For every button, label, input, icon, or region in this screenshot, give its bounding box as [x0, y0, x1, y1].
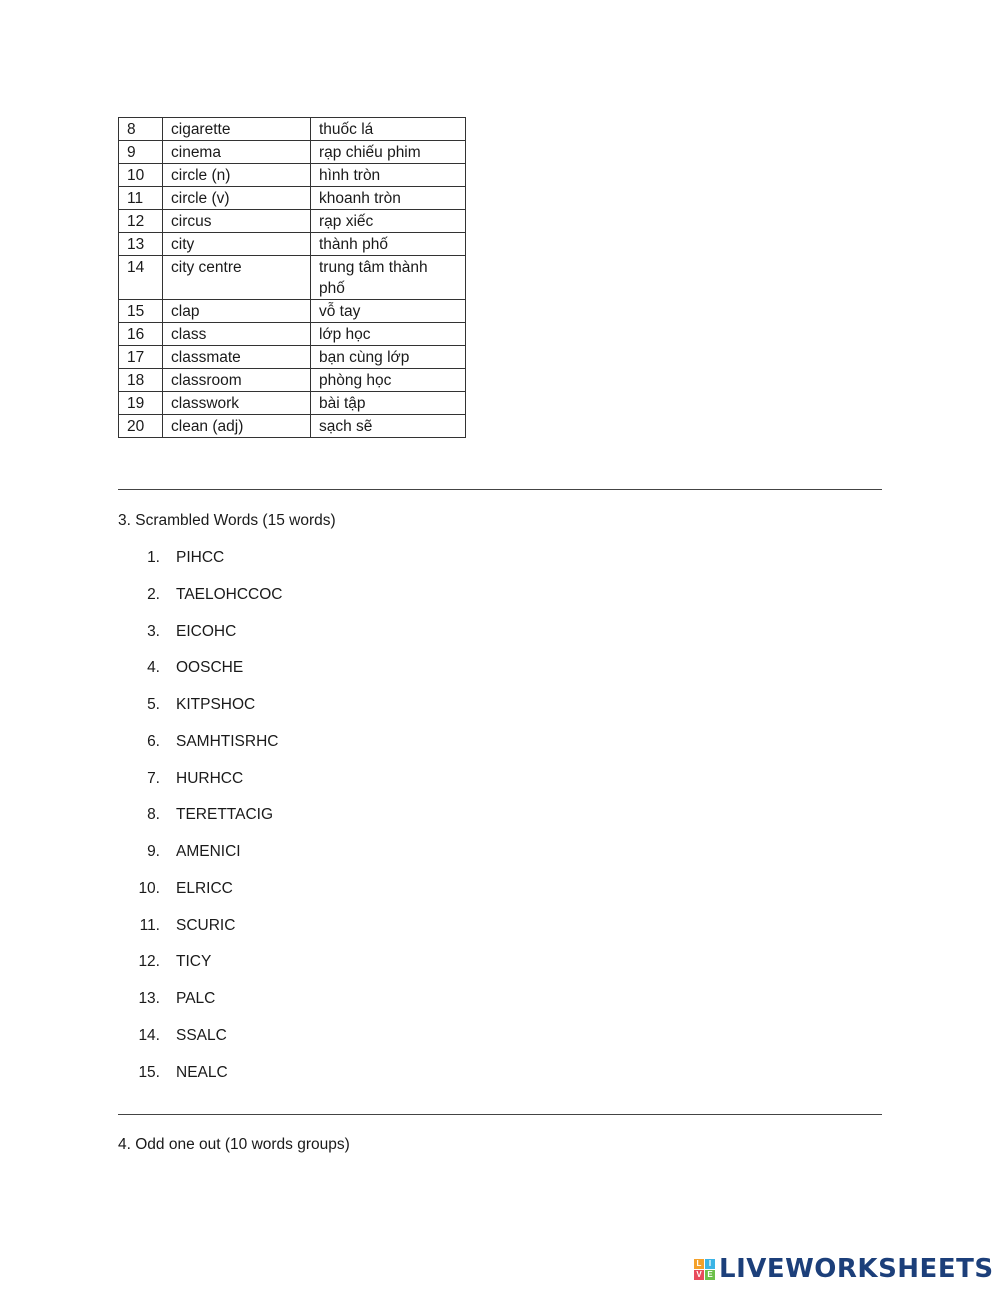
scrambled-word: SCURIC	[176, 916, 236, 934]
english-word: class	[163, 323, 311, 346]
item-number: 4.	[147, 659, 160, 677]
table-row	[119, 187, 466, 210]
scrambled-word: HURHCC	[176, 769, 244, 787]
vietnamese-meaning: khoanh tròn	[311, 187, 466, 210]
row-number: 15	[119, 300, 163, 323]
scrambled-word: SAMHTISRHC	[176, 732, 279, 750]
table-row	[119, 346, 466, 369]
vietnamese-meaning: thuốc lá	[311, 118, 466, 141]
table-row	[119, 256, 466, 300]
item-number: 6.	[147, 732, 160, 750]
english-word: cigarette	[163, 118, 311, 141]
table-row	[119, 164, 466, 187]
scrambled-word: EICOHC	[176, 622, 237, 640]
scrambled-word: TAELOHCCOC	[176, 585, 283, 603]
vietnamese-meaning: lớp học	[311, 323, 466, 346]
item-number: 12.	[138, 953, 160, 971]
scrambled-word: PIHCC	[176, 549, 225, 566]
row-number: 13	[119, 233, 163, 256]
row-number: 16	[119, 323, 163, 346]
vietnamese-meaning: bài tập	[311, 392, 466, 415]
row-number: 19	[119, 392, 163, 415]
scrambled-word: AMENICI	[176, 843, 241, 860]
item-number: 8.	[147, 806, 160, 824]
row-number: 11	[119, 187, 163, 210]
scrambled-word: SSALC	[176, 1026, 227, 1044]
item-number: 9.	[147, 843, 160, 860]
english-word: circle (n)	[163, 164, 311, 187]
table-row	[119, 210, 466, 233]
scrambled-word: NEALC	[176, 1063, 228, 1081]
english-word: city centre	[163, 256, 311, 300]
english-word: classwork	[163, 392, 311, 415]
item-number: 3.	[147, 622, 160, 640]
item-number: 15.	[138, 1063, 160, 1081]
table-row	[119, 141, 466, 164]
english-word: circus	[163, 210, 311, 233]
scrambled-word: KITPSHOC	[176, 696, 256, 713]
item-number: 7.	[147, 769, 160, 787]
liveworksheets-logo	[694, 1254, 994, 1284]
row-number: 8	[119, 118, 163, 141]
vietnamese-meaning: sạch sẽ	[311, 415, 466, 438]
row-number: 20	[119, 415, 163, 438]
english-word: city	[163, 233, 311, 256]
vietnamese-meaning: bạn cùng lớp	[311, 346, 466, 369]
section-divider	[118, 1114, 882, 1115]
vietnamese-meaning: trung tâm thành phố	[311, 256, 466, 300]
row-number: 17	[119, 346, 163, 369]
vocabulary-table	[118, 117, 466, 438]
item-number: 13.	[138, 990, 160, 1007]
logo-text: LIVEWORKSHEETS	[719, 1254, 994, 1284]
vietnamese-meaning: vỗ tay	[311, 300, 466, 323]
table-row	[119, 323, 466, 346]
table-row	[119, 233, 466, 256]
table-row	[119, 118, 466, 141]
item-number: 10.	[138, 879, 160, 897]
vietnamese-meaning: rạp xiếc	[311, 210, 466, 233]
row-number: 14	[119, 256, 163, 300]
vietnamese-meaning: phòng học	[311, 369, 466, 392]
english-word: clap	[163, 300, 311, 323]
english-word: classroom	[163, 369, 311, 392]
scrambled-word: PALC	[176, 990, 216, 1007]
section-4-title: 4. Odd one out (10 words groups)	[118, 1136, 350, 1153]
table-row	[119, 369, 466, 392]
item-number: 11.	[139, 916, 160, 934]
english-word: clean (adj)	[163, 415, 311, 438]
row-number: 18	[119, 369, 163, 392]
scrambled-word: ELRICC	[176, 879, 233, 897]
vietnamese-meaning: hình tròn	[311, 164, 466, 187]
logo-mark-icon: L I V E	[694, 1259, 715, 1280]
section-divider	[118, 489, 882, 490]
scrambled-word: TICY	[176, 953, 212, 971]
english-word: cinema	[163, 141, 311, 164]
row-number: 10	[119, 164, 163, 187]
vietnamese-meaning: rạp chiếu phim	[311, 141, 466, 164]
english-word: circle (v)	[163, 187, 311, 210]
row-number: 9	[119, 141, 163, 164]
scrambled-word: TERETTACIG	[176, 806, 274, 824]
table-row	[119, 392, 466, 415]
item-number: 1.	[147, 549, 160, 566]
vietnamese-meaning: thành phố	[311, 233, 466, 256]
item-number: 5.	[147, 696, 160, 713]
item-number: 14.	[138, 1026, 160, 1044]
section-3-title: 3. Scrambled Words (15 words)	[118, 512, 336, 529]
table-row	[119, 300, 466, 323]
item-number: 2.	[147, 585, 160, 603]
scrambled-word: OOSCHE	[176, 659, 244, 677]
english-word: classmate	[163, 346, 311, 369]
row-number: 12	[119, 210, 163, 233]
table-row	[119, 415, 466, 438]
